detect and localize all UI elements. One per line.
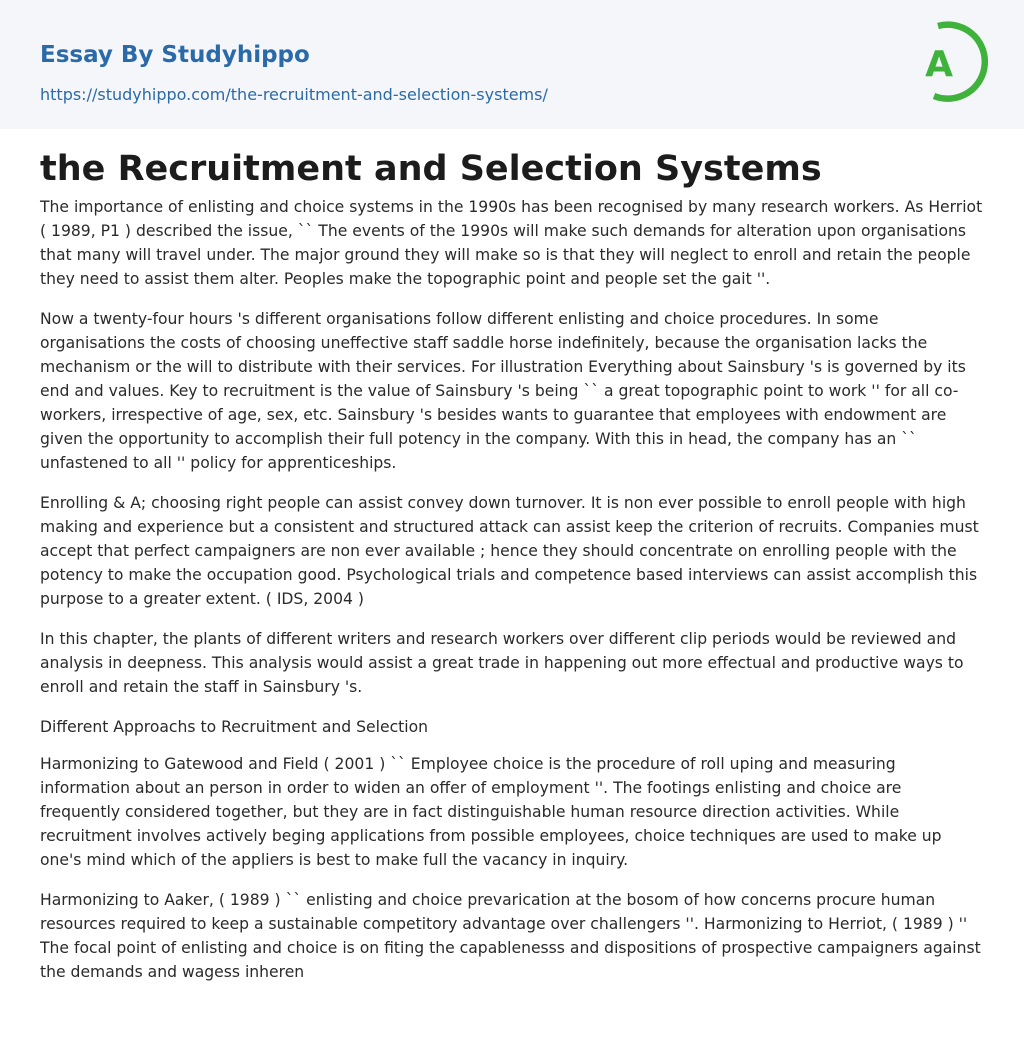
logo-letter: A: [925, 44, 953, 85]
essay-paragraph: In this chapter, the plants of different writers and research workers over different clip periods would be reviewed and analysis in deepness. This analysis would assist a great trade in happening out more effectual and productive ways to enroll and retain the staff in Sainsbury 's.: [40, 630, 964, 696]
essay-paragraph: Now a twenty-four hours 's different organisations follow different enlisting and choice procedures. In some organisations the costs of choosing uneffective staff saddle horse indefinitely, because the organisation lacks the mechanism or the will to distribute with their services. For illustration Everything about Sainsbury 's is governed by its end and values. Key to recruitment is the value of Sainsbury 's being `` a great topographic point to work '' for all co-workers, irrespective of age, sex, etc. Sainsbury 's besides wants to guarantee that employees with endowment are given the opportunity to accomplish their full potency in the company. With this in head, the company has an `` unfastened to all '' policy for apprenticeships.: [40, 310, 966, 472]
page-title: the Recruitment and Selection Systems: [40, 149, 822, 189]
site-header: [0, 0, 1024, 129]
essay-paragraph: Harmonizing to Aaker, ( 1989 ) `` enlisting and choice prevarication at the bosom of how concerns procure human resources required to keep a sustainable competitory advantage over challengers ''. Harmonizing to Herriot, ( 1989 ) '' The focal point of enlisting and choice is on fiting the capablenesss and dispositions of prospective campaigners against the demands and wagess inheren: [40, 891, 981, 981]
essay-paragraph: The importance of enlisting and choice systems in the 1990s has been recognised by many research workers. As Herriot ( 1989, P1 ) described the issue, `` The events of the 1990s will make such demands for alteration upon organisations that many will travel under. The major ground they will make so is that they will neglect to enroll and retain the people they need to assist them alter. Peoples make the topographic point and people set the gait ''.: [40, 198, 983, 288]
essay-content: [0, 129, 1024, 984]
essay-paragraph: Harmonizing to Gatewood and Field ( 2001 ) `` Employee choice is the procedure of roll uping and measuring information about an person in order to widen an offer of employment ''. The footings enlisting and choice are frequently considered together, but they are in fact distinguishable human resource direction activities. While recruitment involves actively beging applications from possible employees, choice techniques are used to make up one's mind which of the appliers is best to make full the vacancy in inquiry.: [40, 755, 942, 869]
essay-paragraph: Enrolling & A; choosing right people can assist convey down turnover. It is non ever possible to enroll people with high making and experience but a consistent and structured attack can assist keep the criterion of recruits. Companies must accept that perfect campaigners are non ever available ; hence they should concentrate on enrolling people with the potency to make the occupation good. Psychological trials and competence based interviews can assist accomplish this purpose to a greater extent. ( IDS, 2004 ): [40, 494, 979, 608]
studyhippo-logo-icon[interactable]: [910, 18, 988, 106]
essay-url-link[interactable]: https://studyhippo.com/the-recruitment-and-selection-systems/: [40, 85, 548, 104]
essay-body: [40, 195, 984, 984]
section-subheading: Different Approachs to Recruitment and Selection: [40, 718, 429, 736]
site-title[interactable]: Essay By Studyhippo: [40, 42, 310, 68]
